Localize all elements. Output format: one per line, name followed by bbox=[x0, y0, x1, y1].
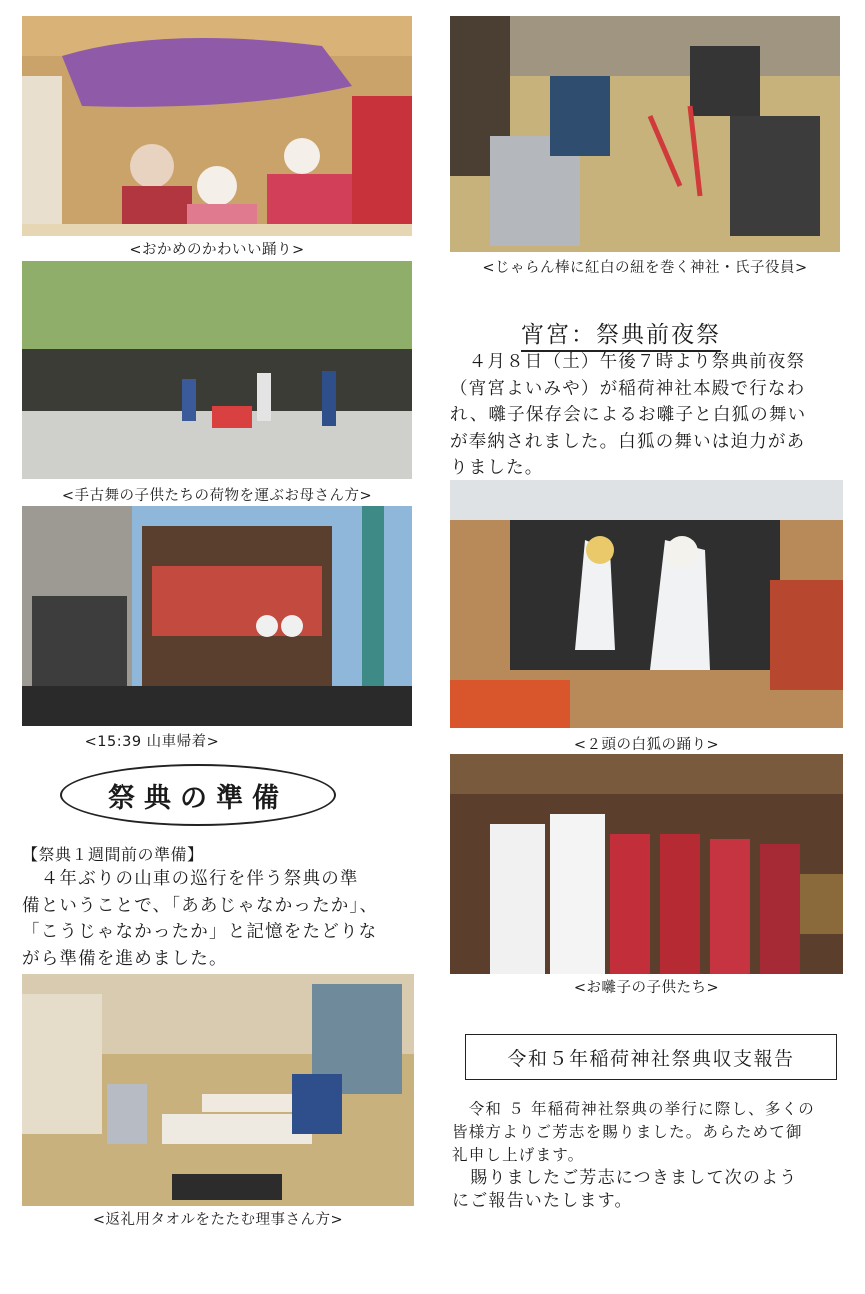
photo-dashi-return bbox=[22, 506, 412, 726]
photo-hayashi-children bbox=[450, 754, 843, 974]
photo-okame-dance bbox=[22, 16, 412, 236]
photo-caption: <15:39 山車帰着> bbox=[84, 734, 220, 750]
photo-caption: <２頭の白狐の踊り> bbox=[573, 737, 720, 753]
photo-caption: <手古舞の子供たちの荷物を運ぶお母さん方> bbox=[61, 488, 373, 504]
yoimiya-body: ４月８日（土）午後７時より祭典前夜祭 （宵宮よいみや）が稲荷神社本殿で行なわ れ、囃子保存会によるお囃子と白狐の舞い が奉納されました。白狐の舞いは迫力があ りました。 bbox=[450, 352, 807, 478]
report-body: 令和 ５ 年稲荷神社祭典の挙行に際し、多くの 皆様方よりご芳志を賜りました。あらためて御 礼申し上げます。 賜りましたご芳志につきまして次のよう にご報告いたします。 bbox=[452, 1100, 815, 1211]
section-title-yoimiya: 宵宮：祭典前夜祭 bbox=[521, 316, 721, 349]
photo-caption: <おかめのかわいい踊り> bbox=[129, 242, 305, 258]
photo-white-fox-dance bbox=[450, 480, 843, 728]
report-title-box: 令和５年稲荷神社祭典収支報告 bbox=[465, 1034, 837, 1080]
photo-caption: <じゃらん棒に紅白の紐を巻く神社・氏子役員> bbox=[482, 260, 808, 276]
photo-caption: <お囃子の子供たち> bbox=[573, 980, 720, 996]
photo-caption: <返礼用タオルをたたむ理事さん方> bbox=[92, 1212, 344, 1228]
subheading: 【祭典１週間前の準備】 bbox=[22, 845, 204, 864]
photo-folding-towels bbox=[22, 974, 414, 1206]
photo-jaranbo-ribbon bbox=[450, 16, 840, 252]
photo-mothers-carrying bbox=[22, 261, 412, 479]
section-heading-preparation: 祭典の準備 bbox=[60, 764, 336, 826]
preparation-body: ４年ぶりの山車の巡行を伴う祭典の準 備ということで、「ああじゃなかったか」、 「こうじゃなかったか」と記憶をたどりな がら準備を進めました。 bbox=[22, 869, 379, 969]
